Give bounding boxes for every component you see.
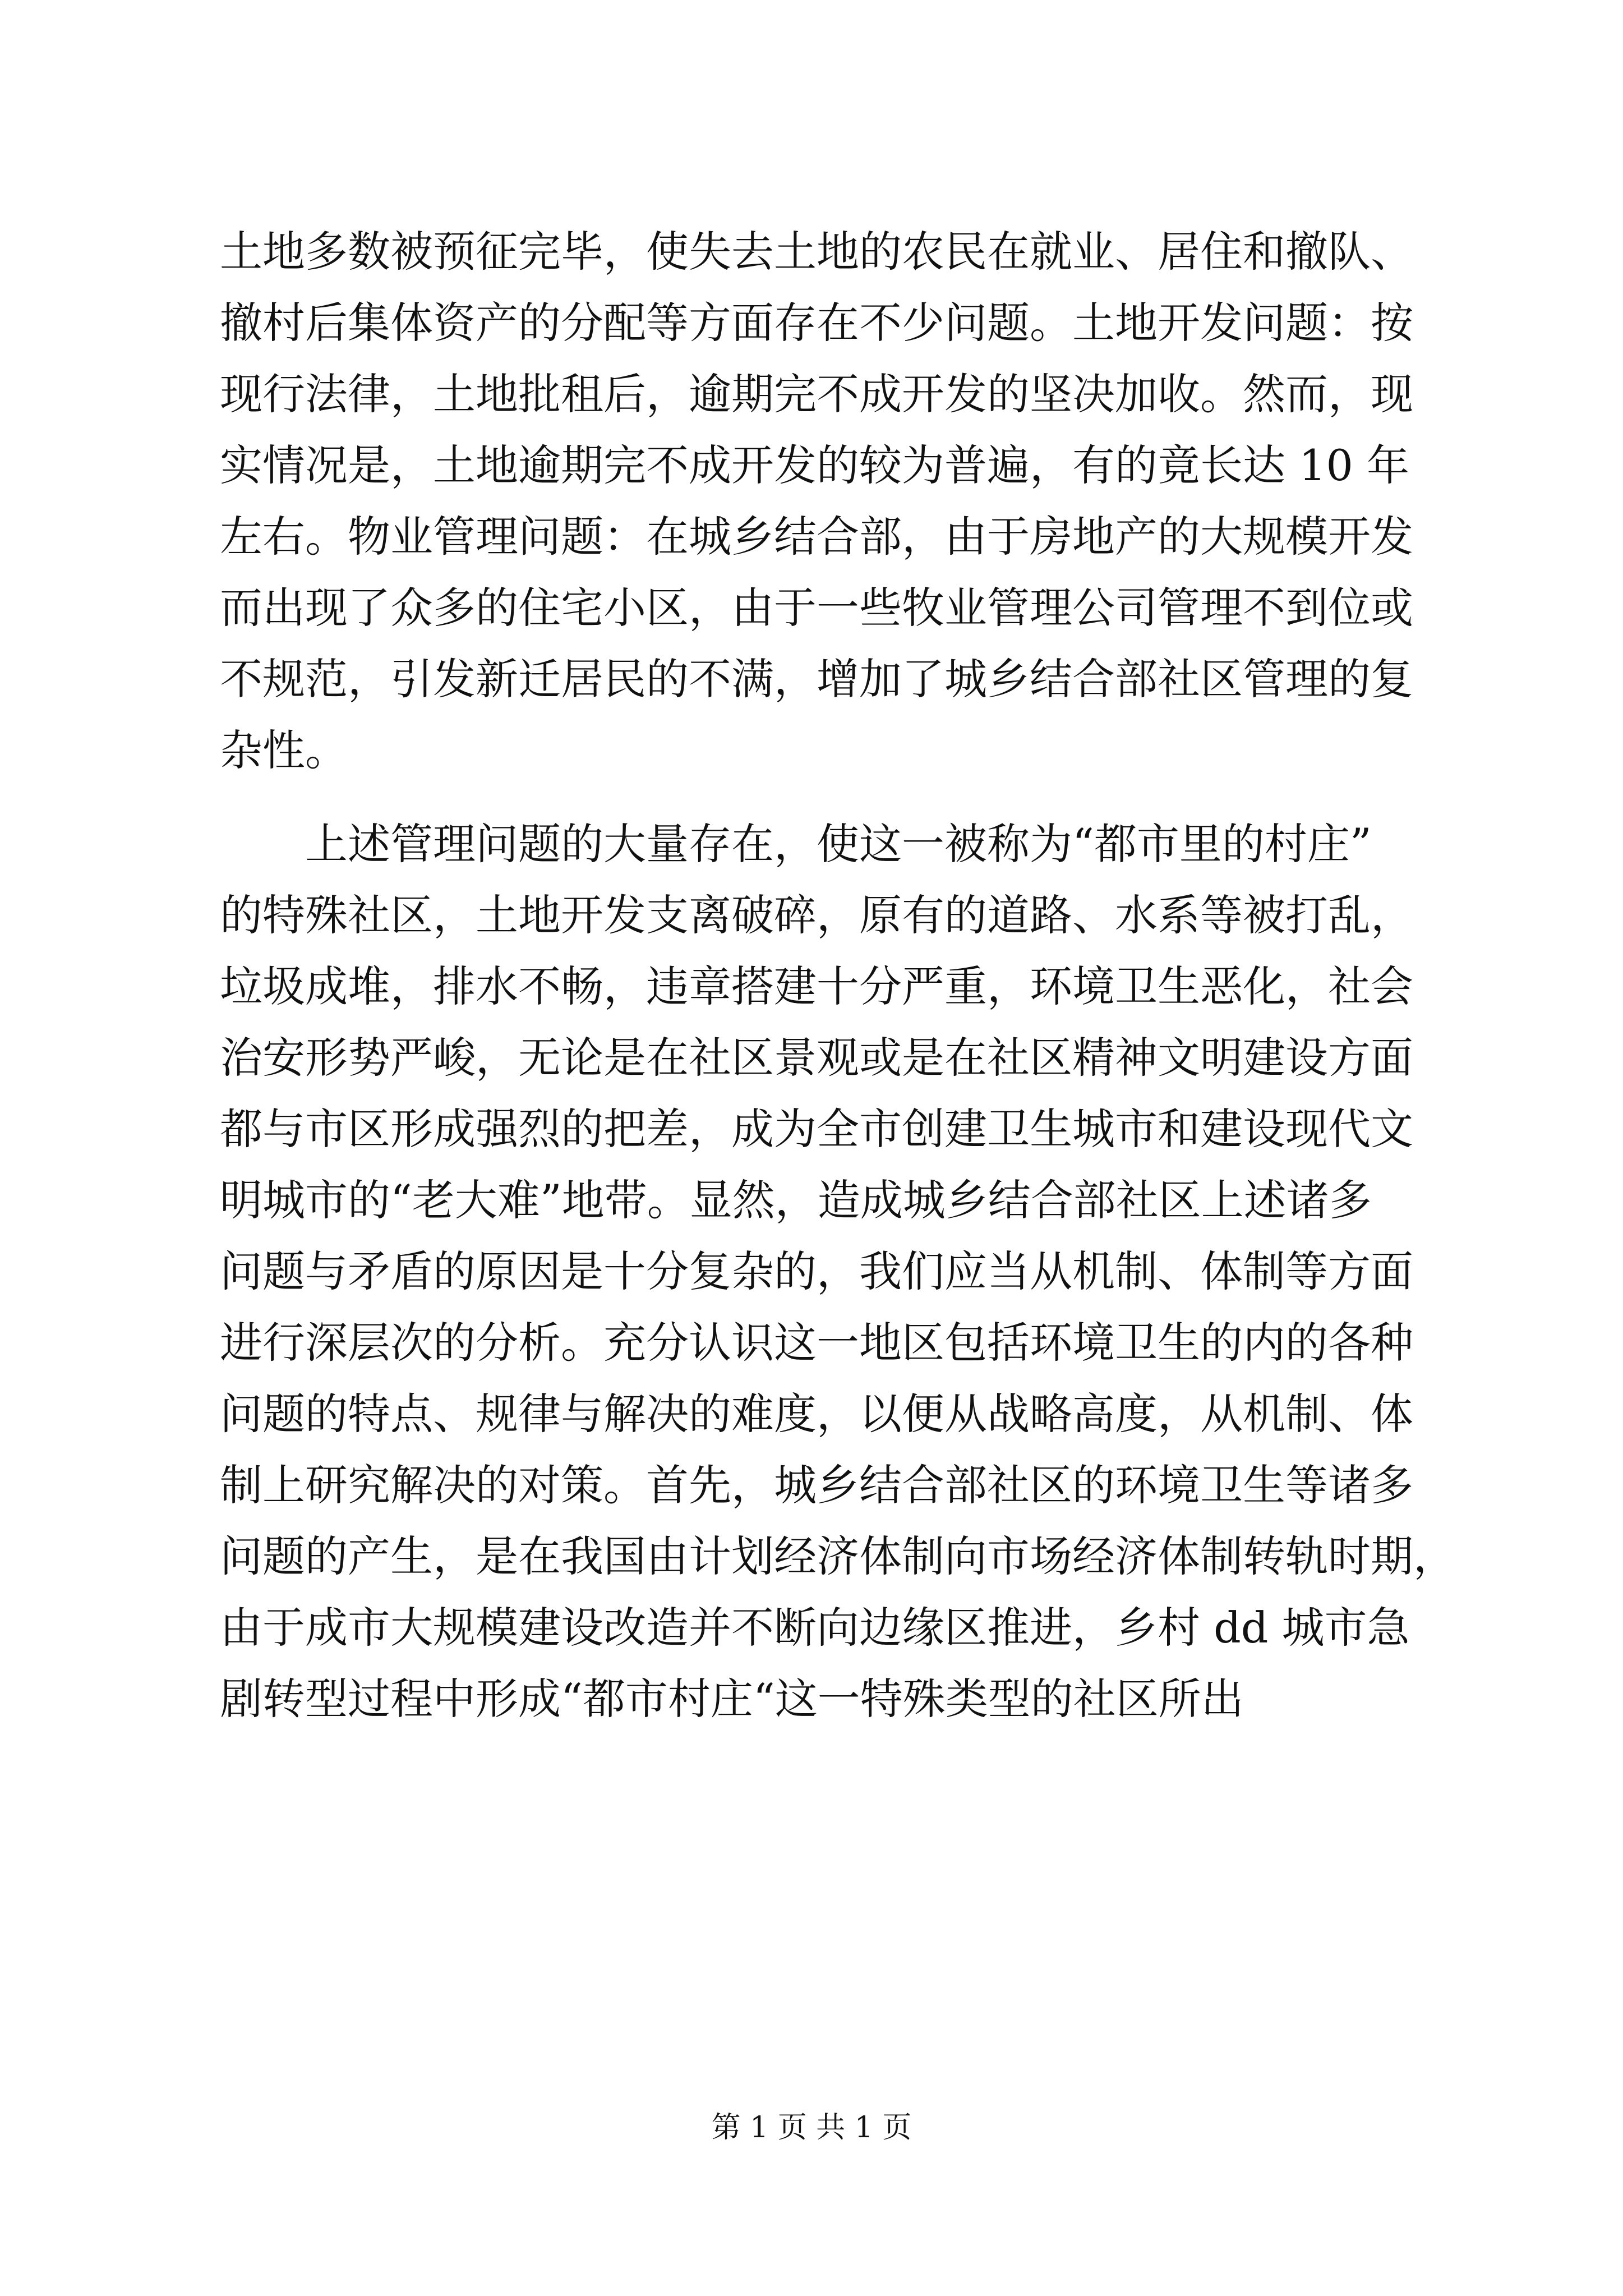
- text-line: 问题的特点、规律与解决的难度，以便从战略高度，从机制、体: [220, 1389, 1413, 1439]
- paragraph-spacer: [220, 786, 1431, 808]
- text-line: 而出现了众多的住宅小区，由于一些牧业管理公司管理不到位或: [220, 583, 1413, 633]
- text-line: 进行深层次的分析。充分认识这一地区包括环境卫生的内的各种: [220, 1318, 1413, 1368]
- paragraph-2: [220, 808, 1456, 1734]
- text-line: 不规范，引发新迁居民的不满，增加了城乡结合部社区管理的复: [220, 654, 1413, 704]
- text-line: 明城市的“老大难”地带。显然，造成城乡结合部社区上述诸多: [220, 1175, 1372, 1225]
- text-line: 剧转型过程中形成“都市村庄“这一特殊类型的社区所出: [220, 1674, 1244, 1724]
- text-line: 垃圾成堆，排水不畅，违章搭建十分严重，环境卫生恶化，社会: [220, 961, 1413, 1011]
- text-line: 由于成市大规模建设改造并不断向边缘区推进，乡村 dd 城市急: [220, 1603, 1410, 1653]
- body-text: [220, 216, 1456, 1734]
- text-line: 撤村后集体资产的分配等方面存在不少问题。土地开发问题：按: [220, 298, 1413, 348]
- text-line: 治安形势严峻，无论是在社区景观或是在社区精神文明建设方面: [220, 1033, 1413, 1083]
- text-line: 土地多数被预征完毕，使失去土地的农民在就业、居住和撤队、: [220, 227, 1413, 277]
- text-line: 上述管理问题的大量存在，使这一被称为“都市里的村庄”: [305, 819, 1372, 869]
- text-line: 问题与矛盾的原因是十分复杂的，我们应当从机制、体制等方面: [220, 1246, 1413, 1296]
- text-line: 杂性。: [220, 725, 348, 775]
- text-line: 现行法律，土地批租后，逾期完不成开发的坚决加收。然而，现: [220, 369, 1413, 419]
- text-line: 制上研究解决的对策。首先，城乡结合部社区的环境卫生等诸多: [220, 1460, 1413, 1510]
- text-line: 都与市区形成强烈的把差，成为全市创建卫生城市和建设现代文: [220, 1104, 1413, 1154]
- text-line: 的特殊社区，土地开发支离破碎，原有的道路、水系等被打乱，: [220, 890, 1413, 940]
- paragraph-1: [220, 216, 1431, 786]
- text-line: 左右。物业管理问题：在城乡结合部，由于房地产的大规模开发: [220, 512, 1413, 562]
- page-footer: 第 1 页 共 1 页: [711, 2111, 912, 2145]
- text-line: 实情况是，土地逾期完不成开发的较为普遍，有的竟长达 10 年: [220, 440, 1410, 490]
- text-line: 问题的产生，是在我国由计划经济体制向市场经济体制转轨时期，: [220, 1531, 1456, 1581]
